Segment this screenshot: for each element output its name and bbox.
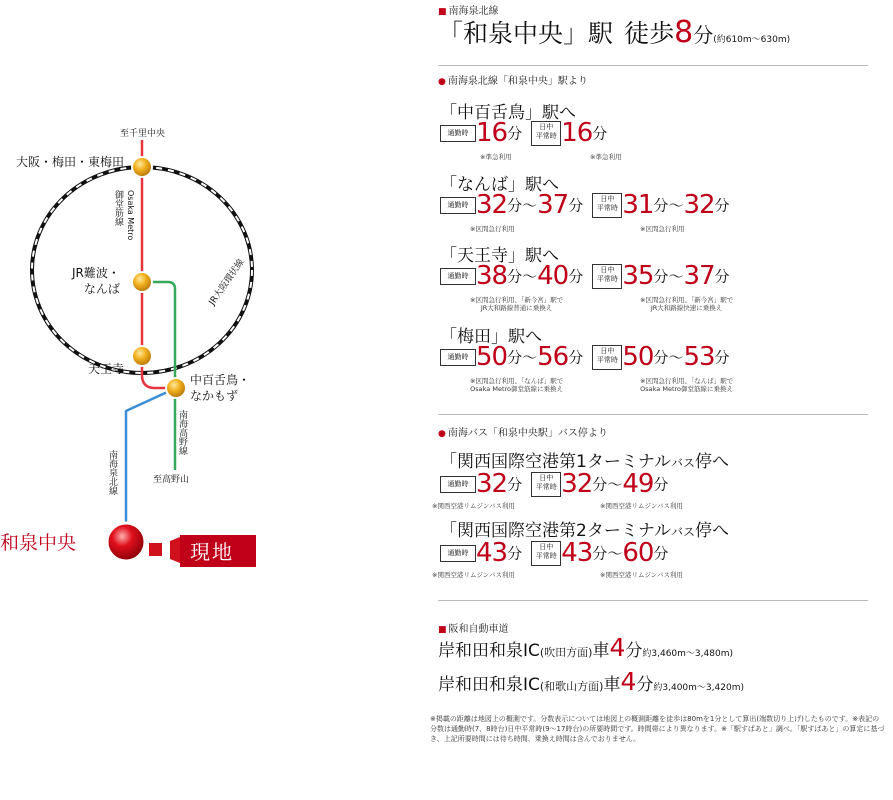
commute-from: 32 <box>476 469 508 499</box>
unit: 分 <box>653 267 669 286</box>
bus-destination: 「関西国際空港第2ターミナルバス停へ <box>440 521 729 541</box>
circle-bullet-icon: ● <box>438 429 446 439</box>
unit: 分 <box>507 544 523 563</box>
label-nankai-senboku: 南海泉北線 <box>107 450 117 495</box>
label-tennoji: 天王寺 <box>88 362 125 376</box>
tilde: 〜 <box>607 475 623 494</box>
ic-name: 岸和田和泉IC <box>438 641 540 661</box>
footnote: ※掲載の距離は地図上の概測です。分数表示については地図上の概測距離を徒歩は80mを1分として算出(端数切り上げ)したものです。※表記の分数は通勤時(7、8時台)日中平常時(9〜17時台)の所要時間です。時間帯により異なります。※「駅すぱあと」調べ。「駅すぱあと」の算定に基づき、上記所要時間には待ち時間、乗換え時間は含んでおりません。 <box>430 715 885 743</box>
commute-badge: 通勤時 <box>440 476 476 493</box>
commute-badge: 通勤時 <box>440 545 476 562</box>
commute-to: 56 <box>537 342 569 372</box>
label-jr-namba: JR難波・ なんば <box>72 266 120 296</box>
daytime-note: ※区間急行利用、「なんば」駅で Osaka Metro御堂筋線に乗換え <box>640 377 734 393</box>
daytime-note: ※準急利用 <box>590 153 622 161</box>
unit: 分 <box>568 196 584 215</box>
commute-badge: 通勤時 <box>440 125 476 142</box>
walk-distance: (約610m〜630m) <box>713 35 791 45</box>
bus-destination: 「関西国際空港第1ターミナルバス停へ <box>440 452 729 472</box>
daytime-to: 49 <box>622 469 654 499</box>
unit: 分 <box>714 348 730 367</box>
daytime-badge: 日中 平常時 <box>531 472 561 497</box>
label-osaka-metro: Osaka Metro <box>126 190 135 241</box>
daytime-from: 31 <box>622 190 654 220</box>
train-times-row <box>440 118 607 148</box>
unit: 分 <box>653 348 669 367</box>
daytime-from: 32 <box>561 469 593 499</box>
label-to-koyasan: 至高野山 <box>153 475 190 485</box>
station-tennoji-marker <box>132 346 152 366</box>
label-jr-loop: JR大阪環状線 <box>207 257 247 308</box>
nankai-koya-line <box>142 282 175 470</box>
unit: 分 <box>507 475 523 494</box>
unit: 分 <box>653 475 669 494</box>
station-namba-marker <box>132 272 152 292</box>
tilde: 〜 <box>522 267 538 286</box>
car-minutes: 4 <box>620 667 637 696</box>
unit: 分 <box>507 124 523 143</box>
bus-heading: ● 南海バス「和泉中央駅」バス停より <box>438 428 608 439</box>
walk-row <box>438 14 790 50</box>
commute-from: 38 <box>476 261 508 291</box>
commute-note: ※準急利用 <box>480 153 512 161</box>
daytime-from: 43 <box>561 538 593 568</box>
daytime-badge: 日中 平常時 <box>531 121 561 146</box>
train-destination: 「天王寺」駅へ <box>440 246 559 266</box>
car-row-1 <box>438 633 733 662</box>
car-distance: 約3,400m〜3,420m) <box>653 683 744 693</box>
unit: 分 <box>714 267 730 286</box>
unit: 分 <box>507 267 523 286</box>
unit: 分 <box>592 475 608 494</box>
walk-unit: 分 <box>693 23 714 47</box>
tilde: 〜 <box>522 348 538 367</box>
square-bullet-icon: ■ <box>438 7 447 17</box>
divider <box>438 600 868 601</box>
site-marker-square <box>149 543 162 556</box>
ic-direction: (和歌山方面) <box>539 680 604 693</box>
circle-bullet-icon: ● <box>438 77 446 87</box>
label-nakamozu: 中百舌鳥・ なかもず <box>190 373 251 403</box>
daytime-from: 50 <box>622 342 654 372</box>
car-unit: 分 <box>636 675 654 695</box>
bus-times-row <box>440 538 668 568</box>
car-unit: 分 <box>625 641 643 661</box>
unit: 分 <box>714 196 730 215</box>
car-minutes: 4 <box>609 633 626 662</box>
commute-from: 16 <box>476 118 508 148</box>
site-arrow <box>170 537 180 563</box>
commute-note: ※区間急行利用 <box>470 225 515 233</box>
label-to-senrichuo: 至千里中央 <box>120 129 166 139</box>
car-heading: ■ 阪和自動車道 <box>438 624 509 635</box>
car-label: 車 <box>592 641 610 661</box>
tilde: 〜 <box>668 196 684 215</box>
ic-name: 岸和田和泉IC <box>438 675 540 695</box>
commute-badge: 通勤時 <box>440 268 476 285</box>
bus-times-row <box>440 469 668 499</box>
commute-to: 37 <box>537 190 569 220</box>
daytime-badge: 日中 平常時 <box>592 345 622 370</box>
commute-from: 32 <box>476 190 508 220</box>
divider <box>438 414 868 415</box>
walk-station: 「和泉中央」駅 <box>438 19 614 48</box>
commute-note: ※区間急行利用、「なんば」駅で Osaka Metro御堂筋線に乗換え <box>470 377 564 393</box>
daytime-note: ※関西空港リムジンバス利用 <box>600 502 683 510</box>
daytime-to: 37 <box>683 261 715 291</box>
label-nankai-koya: 南海高野線 <box>177 410 187 455</box>
train-heading: ● 南海泉北線「和泉中央」駅より <box>438 76 588 87</box>
commute-note: ※関西空港リムジンバス利用 <box>432 502 515 510</box>
daytime-to: 53 <box>683 342 715 372</box>
commute-from: 50 <box>476 342 508 372</box>
daytime-to: 32 <box>683 190 715 220</box>
walk-line-heading: ■ 南海泉北線 <box>438 6 499 17</box>
daytime-badge: 日中 平常時 <box>531 541 561 566</box>
commute-to: 40 <box>537 261 569 291</box>
train-times-row <box>440 342 730 372</box>
daytime-badge: 日中 平常時 <box>592 264 622 289</box>
unit: 分 <box>653 196 669 215</box>
tilde: 〜 <box>607 544 623 563</box>
station-izumichuo-marker <box>107 523 145 561</box>
commute-from: 43 <box>476 538 508 568</box>
daytime-note: ※区間急行利用 <box>640 225 685 233</box>
walk-minutes: 8 <box>674 15 694 50</box>
station-umeda-marker <box>132 157 152 177</box>
label-izumi-chuo: 和泉中央 <box>0 532 77 554</box>
tilde: 〜 <box>522 196 538 215</box>
label-midosuji: 御堂筋線 <box>113 190 123 226</box>
unit: 分 <box>592 124 608 143</box>
train-destination: 「なんば」駅へ <box>440 175 559 195</box>
unit: 分 <box>568 348 584 367</box>
ic-direction: (吹田方面) <box>539 646 593 659</box>
train-destination: 「梅田」駅へ <box>440 327 542 347</box>
car-label: 車 <box>603 675 621 695</box>
car-row-2 <box>438 667 744 696</box>
car-distance: 約3,460m〜3,480m) <box>642 649 733 659</box>
daytime-note: ※関西空港リムジンバス利用 <box>600 571 683 579</box>
unit: 分 <box>653 544 669 563</box>
daytime-to: 60 <box>622 538 654 568</box>
daytime-badge: 日中 平常時 <box>592 193 622 218</box>
label-genchi: 現地 <box>190 540 234 564</box>
tilde: 〜 <box>668 348 684 367</box>
walk-label: 徒歩 <box>624 19 675 48</box>
daytime-from: 35 <box>622 261 654 291</box>
nankai-senboku-line <box>126 388 176 530</box>
train-times-row <box>440 190 730 220</box>
unit: 分 <box>592 544 608 563</box>
daytime-note: ※区間急行利用、「新今宮」駅で JR大和路線快速に乗換え <box>640 296 734 312</box>
train-times-row <box>440 261 730 291</box>
unit: 分 <box>568 267 584 286</box>
label-osaka-umeda: 大阪・梅田・東梅田 <box>16 155 125 169</box>
commute-badge: 通勤時 <box>440 197 476 214</box>
commute-note: ※関西空港リムジンバス利用 <box>432 571 515 579</box>
tilde: 〜 <box>668 267 684 286</box>
divider <box>438 65 868 66</box>
train-destination: 「中百舌鳥」駅へ <box>440 103 576 123</box>
commute-badge: 通勤時 <box>440 349 476 366</box>
daytime-from: 16 <box>561 118 593 148</box>
station-nakamozu-marker <box>166 378 186 398</box>
square-bullet-icon: ■ <box>438 625 447 635</box>
unit: 分 <box>507 196 523 215</box>
unit: 分 <box>507 348 523 367</box>
commute-note: ※区間急行利用、「新今宮」駅で JR大和路線普通に乗換え <box>470 296 564 312</box>
